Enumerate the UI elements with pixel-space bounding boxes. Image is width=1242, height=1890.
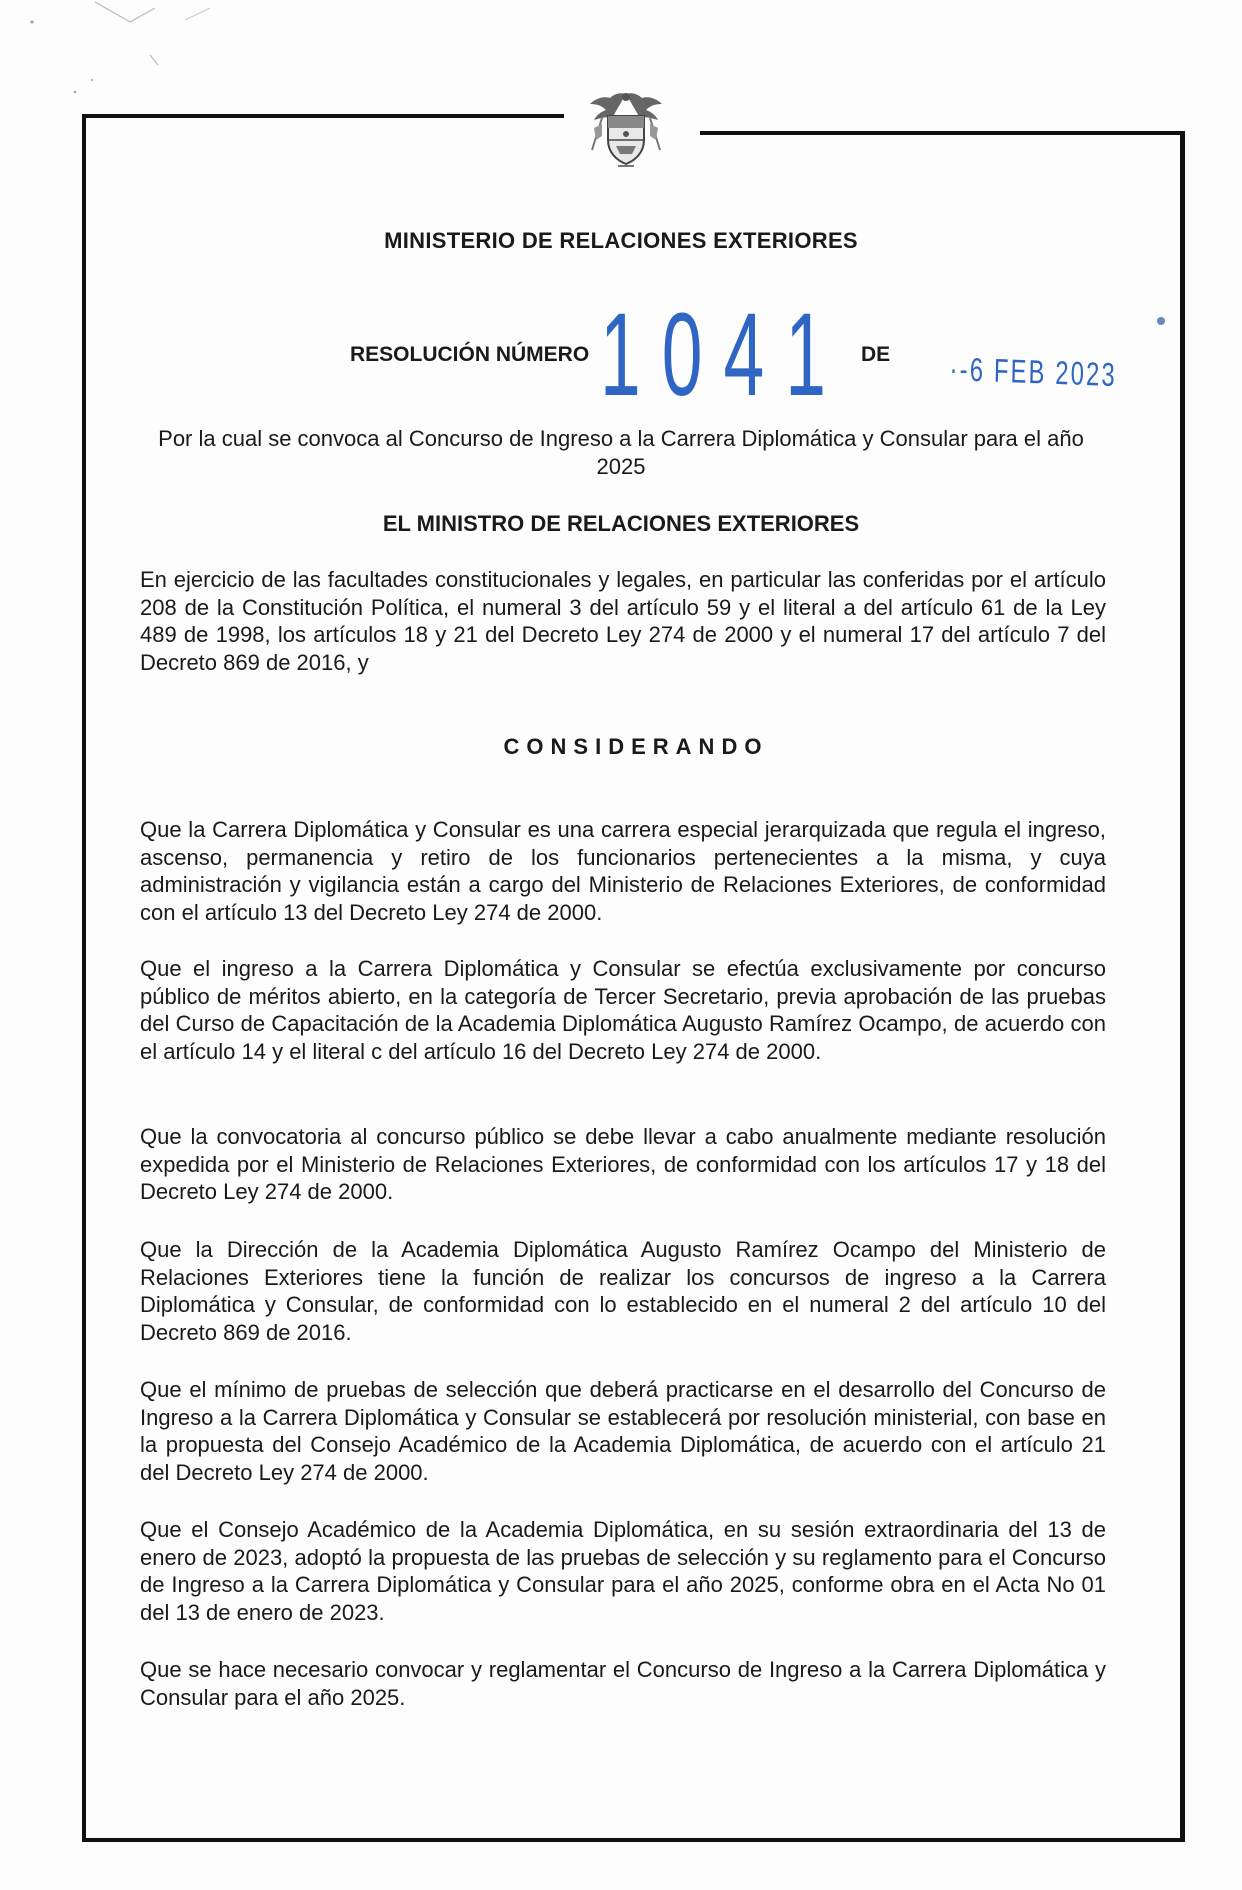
- frame-top-left-line: [82, 114, 564, 118]
- consideration-paragraph: Que se hace necesario convocar y reglamentar el Concurso de Ingreso a la Carrera Diplomática y Consular para el año 2025.: [140, 1657, 1106, 1710]
- resolution-label: RESOLUCIÓN NÚMERO: [350, 343, 590, 366]
- frame-bottom-line: [82, 1838, 1185, 1842]
- frame-top-right-line: [700, 131, 1184, 135]
- frame-left-line: [82, 114, 86, 1842]
- minister-title: EL MINISTRO DE RELACIONES EXTERIORES: [382, 511, 860, 536]
- resolution-subject: Por la cual se convoca al Concurso de Ingreso a la Carrera Diplomática y Consular para el año 2025: [158, 426, 1084, 479]
- frame-right-line: [1180, 131, 1185, 1842]
- considerando-heading: CONSIDERANDO: [503, 734, 769, 759]
- ink-blot: [1157, 317, 1165, 325]
- consideration-paragraph: Que el ingreso a la Carrera Diplomática y Consular se efectúa exclusivamente por concurso público de méritos abierto, en la categoría de Tercer Secretario, previa aprobación de las pruebas del Curso de Capacitación de la Academia Diplomática Augusto Ramírez Ocampo, de acuerdo con el artículo 14 y el literal c del artículo 16 del Decreto Ley 274 de 2000.: [140, 956, 1106, 1064]
- consideration-paragraph: Que la convocatoria al concurso público se debe llevar a cabo anualmente mediante resolución expedida por el Ministerio de Relaciones Exteriores, de conformidad con los artículos 17 y 18 del Decreto Ley 274 de 2000.: [140, 1124, 1106, 1204]
- resolution-number-stamp: 1041: [600, 289, 848, 421]
- consideration-paragraph: Que el mínimo de pruebas de selección que deberá practicarse en el desarrollo del Concurso de Ingreso a la Carrera Diplomática y Consular se establecerá por resolución ministerial, con base en la propuesta del Consejo Académico de la Academia Diplomática, de acuerdo con el artículo 21 del Decreto Ley 274 de 2000.: [140, 1377, 1106, 1485]
- colombia-coat-of-arms-icon: [580, 88, 672, 170]
- de-label: DE: [861, 343, 891, 366]
- consideration-paragraph: Que el Consejo Académico de la Academia Diplomática, en su sesión extraordinaria del 13 de enero de 2023, adoptó la propuesta de las pruebas de selección y su reglamento para el Concurso de Ingreso a la Carrera Diplomática y Consular para el año 2025, conforme obra en el Acta No 01 del 13 de enero de 2023.: [140, 1517, 1106, 1625]
- date-stamp: ·-6 FEB 2023: [949, 350, 1118, 394]
- ministry-title: MINISTERIO DE RELACIONES EXTERIORES: [384, 228, 858, 253]
- consideration-paragraph: Que la Dirección de la Academia Diplomática Augusto Ramírez Ocampo del Ministerio de Relaciones Exteriores tiene la función de realizar los concursos de ingreso a la Carrera Diplomática y Consular, de conformidad con lo establecido en el numeral 2 del artículo 10 del Decreto 869 de 2016.: [140, 1237, 1106, 1345]
- preamble-paragraph: En ejercicio de las facultades constitucionales y legales, en particular las conferidas por el artículo 208 de la Constitución Política, el numeral 3 del artículo 59 y el literal a del artículo 61 de la Ley 489 de 1998, los artículos 18 y 21 del Decreto Ley 274 de 2000 y el numeral 17 del artículo 7 del Decreto 869 de 2016, y: [140, 567, 1106, 675]
- consideration-paragraph: Que la Carrera Diplomática y Consular es una carrera especial jerarquizada que regula el ingreso, ascenso, permanencia y retiro de los funcionarios pertenecientes a la misma, y cuya administración y vigilancia están a cargo del Ministerio de Relaciones Exteriores, de conformidad con el artículo 13 del Decreto Ley 274 de 2000.: [140, 817, 1106, 925]
- scan-marks-icon: [20, 0, 260, 110]
